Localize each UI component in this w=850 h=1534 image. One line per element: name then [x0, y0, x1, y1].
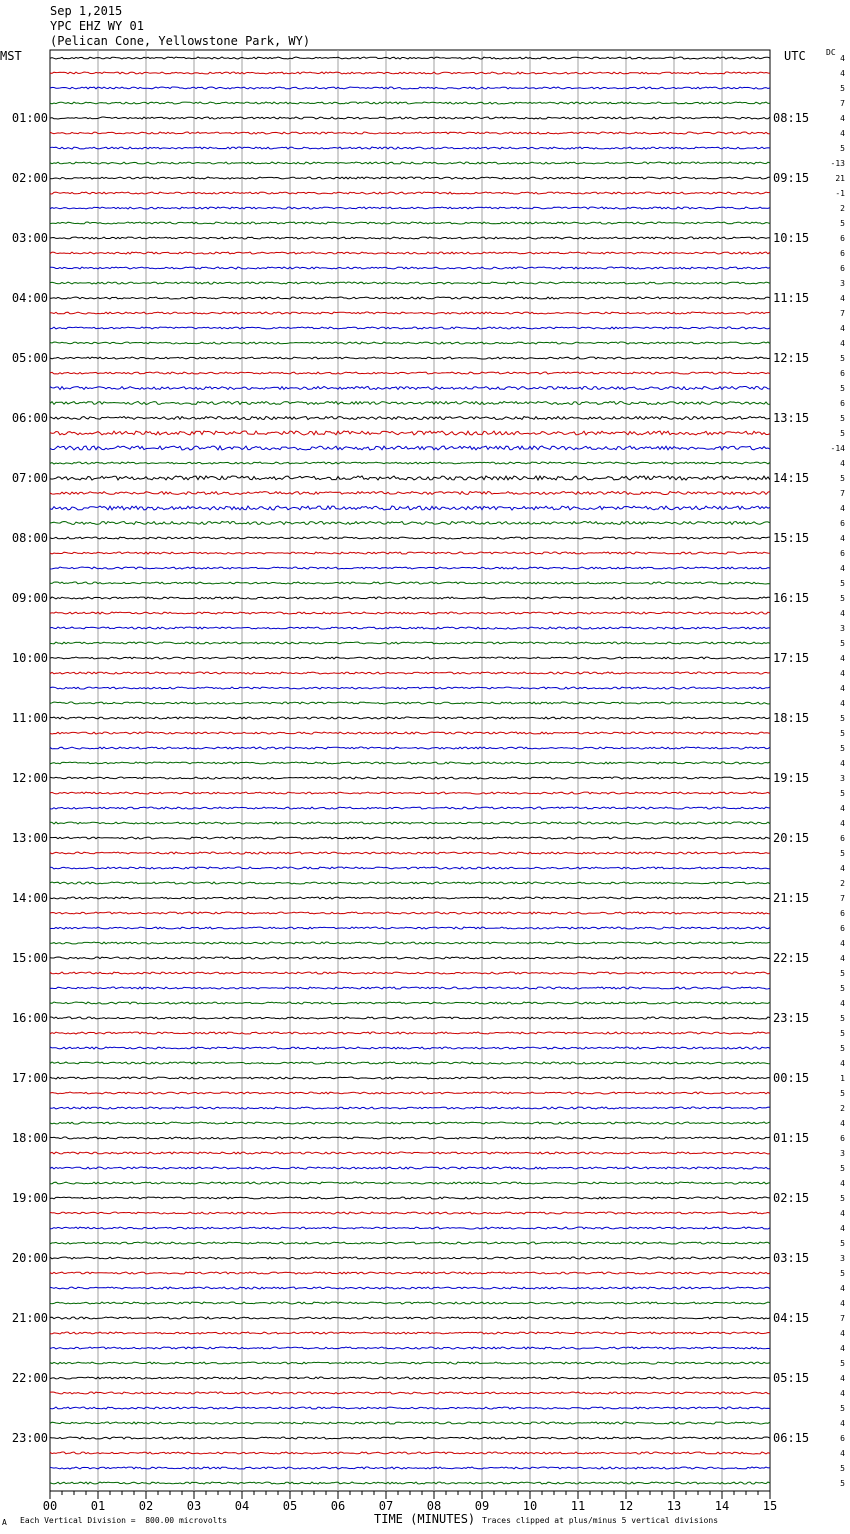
right-hour-label: 23:15	[773, 1011, 810, 1025]
dc-offset-value: 5	[840, 1464, 845, 1473]
dc-offset-value: 4	[840, 1209, 845, 1218]
dc-offset-value: 2	[840, 1104, 845, 1113]
trace-row	[50, 867, 770, 869]
trace-row	[50, 702, 770, 704]
dc-offset-value: 5	[840, 1089, 845, 1098]
trace-row	[50, 912, 770, 914]
dc-offset-value: 4	[840, 1389, 845, 1398]
right-hour-label: 10:15	[773, 231, 810, 245]
footer-marker: A	[2, 1518, 7, 1527]
trace-row	[50, 1362, 770, 1364]
dc-offset-value: 6	[840, 834, 845, 843]
dc-offset-value: 7	[840, 309, 845, 318]
x-tick-label: 06	[330, 1499, 346, 1513]
trace-row	[50, 1302, 770, 1304]
trace-row	[50, 642, 770, 644]
trace-row	[50, 927, 770, 929]
dc-offset-value: 7	[840, 894, 845, 903]
left-hour-label: 19:00	[11, 1191, 48, 1205]
trace-row	[50, 1182, 770, 1184]
trace-row	[50, 522, 770, 525]
dc-offset-value: 4	[840, 324, 845, 333]
dc-offset-value: 4	[840, 1059, 845, 1068]
dc-offset-value: 5	[840, 429, 845, 438]
trace-row	[50, 837, 770, 839]
trace-row	[50, 327, 770, 329]
dc-offset-value: 6	[840, 264, 845, 273]
trace-row	[50, 717, 770, 719]
dc-offset-value: 6	[840, 249, 845, 258]
right-hour-label: 08:15	[773, 111, 810, 125]
x-tick-label: 01	[90, 1499, 106, 1513]
dc-offset-value: 5	[840, 789, 845, 798]
trace-row	[50, 672, 770, 674]
trace-row	[50, 282, 770, 284]
dc-offset-value: 7	[840, 489, 845, 498]
dc-offset-value: 4	[840, 864, 845, 873]
trace-row	[50, 1242, 770, 1244]
dc-offset-value: 4	[840, 699, 845, 708]
trace-row	[50, 582, 770, 584]
trace-row	[50, 1002, 770, 1004]
trace-row	[50, 297, 770, 299]
left-hour-label: 18:00	[11, 1131, 48, 1145]
dc-offset-value: 4	[840, 54, 845, 63]
left-hour-label: 07:00	[11, 471, 48, 485]
left-hour-label: 03:00	[11, 231, 48, 245]
trace-row	[50, 446, 770, 450]
trace-row	[50, 312, 770, 314]
dc-offset-value: 4	[840, 1374, 845, 1383]
trace-row	[50, 1377, 770, 1379]
dc-offset-value: 4	[840, 69, 845, 78]
trace-row	[50, 987, 770, 989]
trace-row	[50, 237, 770, 239]
trace-row	[50, 1212, 770, 1214]
right-hour-label: 20:15	[773, 831, 810, 845]
trace-row	[50, 1152, 770, 1154]
trace-row	[50, 1017, 770, 1019]
trace-row	[50, 852, 770, 854]
x-tick-label: 13	[666, 1499, 682, 1513]
x-tick-label: 04	[234, 1499, 250, 1513]
dc-offset-value: 4	[840, 804, 845, 813]
dc-offset-value: 5	[840, 969, 845, 978]
x-tick-label: 12	[618, 1499, 634, 1513]
dc-offset-value: 6	[840, 519, 845, 528]
trace-row	[50, 627, 770, 629]
trace-row	[50, 552, 770, 554]
dc-offset-value: 4	[840, 294, 845, 303]
dc-offset-value: 4	[840, 1179, 845, 1188]
left-hour-label: 15:00	[11, 951, 48, 965]
dc-offset-value: 5	[840, 714, 845, 723]
trace-row	[50, 777, 770, 779]
dc-offset-value: 5	[840, 729, 845, 738]
trace-row	[50, 1467, 770, 1469]
dc-offset-value: 4	[840, 459, 845, 468]
dc-offset-value: 2	[840, 879, 845, 888]
dc-offset-value: 4	[840, 669, 845, 678]
dc-offset-value: 5	[840, 984, 845, 993]
x-axis-title: TIME (MINUTES)	[374, 1512, 476, 1526]
dc-offset-header: DC	[826, 48, 836, 57]
dc-offset-value: 5	[840, 1269, 845, 1278]
trace-row	[50, 162, 770, 164]
right-hour-label: 18:15	[773, 711, 810, 725]
station-code: YPC EHZ WY 01	[50, 19, 144, 33]
left-hour-label: 21:00	[11, 1311, 48, 1325]
x-tick-label: 09	[474, 1499, 490, 1513]
vertical-scale-note: Each Vertical Division = 800.00 microvolts	[20, 1516, 228, 1525]
left-hour-label: 10:00	[11, 651, 48, 665]
left-hour-label: 11:00	[11, 711, 48, 725]
trace-row	[50, 417, 770, 420]
trace-row	[50, 1062, 770, 1064]
x-tick-label: 14	[714, 1499, 730, 1513]
right-hour-label: 01:15	[773, 1131, 810, 1145]
trace-row	[50, 357, 770, 359]
dc-offset-value: 5	[840, 1194, 845, 1203]
dc-offset-value: -1	[835, 189, 845, 198]
trace-row	[50, 492, 770, 495]
left-hour-label: 02:00	[11, 171, 48, 185]
dc-offset-value: 4	[840, 504, 845, 513]
right-hour-label: 05:15	[773, 1371, 810, 1385]
trace-row	[50, 1272, 770, 1274]
right-hour-label: 21:15	[773, 891, 810, 905]
right-hour-label: 13:15	[773, 411, 810, 425]
right-hour-label: 22:15	[773, 951, 810, 965]
left-hour-label: 22:00	[11, 1371, 48, 1385]
trace-row	[50, 807, 770, 809]
clip-note: Traces clipped at plus/minus 5 vertical divisions	[482, 1516, 719, 1525]
left-hour-label: 13:00	[11, 831, 48, 845]
x-tick-label: 02	[138, 1499, 154, 1513]
trace-row	[50, 132, 770, 134]
trace-row	[50, 1437, 770, 1439]
trace-row	[50, 177, 770, 179]
dc-offset-value: 21	[835, 174, 845, 183]
trace-row	[50, 1422, 770, 1424]
trace-row	[50, 462, 770, 464]
trace-row	[50, 567, 770, 569]
dc-offset-value: 5	[840, 1014, 845, 1023]
dc-offset-value: 5	[840, 1239, 845, 1248]
dc-offset-value: 4	[840, 609, 845, 618]
dc-offset-value: 4	[840, 129, 845, 138]
trace-row	[50, 1317, 770, 1319]
dc-offset-value: 6	[840, 924, 845, 933]
trace-row	[50, 1122, 770, 1124]
dc-offset-value: 5	[840, 579, 845, 588]
dc-offset-value: 3	[840, 1149, 845, 1158]
trace-row	[50, 102, 770, 104]
trace-row	[50, 1392, 770, 1394]
dc-offset-value: 4	[840, 999, 845, 1008]
dc-offset-value: 4	[840, 534, 845, 543]
right-hour-label: 16:15	[773, 591, 810, 605]
trace-row	[50, 1452, 770, 1454]
trace-row	[50, 192, 770, 194]
trace-row	[50, 1197, 770, 1199]
dc-offset-value: 4	[840, 759, 845, 768]
dc-offset-value: 4	[840, 1299, 845, 1308]
trace-row	[50, 476, 770, 480]
right-hour-label: 09:15	[773, 171, 810, 185]
left-hour-label: 20:00	[11, 1251, 48, 1265]
trace-row	[50, 72, 770, 74]
trace-row	[50, 972, 770, 974]
dc-offset-value: 5	[840, 144, 845, 153]
trace-row	[50, 897, 770, 899]
station-location: (Pelican Cone, Yellowstone Park, WY)	[50, 34, 311, 48]
trace-row	[50, 597, 770, 599]
dc-offset-value: 4	[840, 1284, 845, 1293]
right-hour-label: 02:15	[773, 1191, 810, 1205]
left-hour-label: 14:00	[11, 891, 48, 905]
trace-row	[50, 1287, 770, 1289]
dc-offset-value: 4	[840, 654, 845, 663]
left-hour-label: 08:00	[11, 531, 48, 545]
dc-offset-value: 5	[840, 219, 845, 228]
x-tick-label: 11	[570, 1499, 586, 1513]
dc-offset-value: 4	[840, 1329, 845, 1338]
trace-row	[50, 762, 770, 764]
dc-offset-value: 5	[840, 594, 845, 603]
dc-offset-value: 5	[840, 354, 845, 363]
right-hour-label: 00:15	[773, 1071, 810, 1085]
x-tick-label: 15	[762, 1499, 778, 1513]
trace-row	[50, 1137, 770, 1139]
trace-row	[50, 612, 770, 614]
dc-offset-value: 4	[840, 1224, 845, 1233]
right-hour-label: 11:15	[773, 291, 810, 305]
dc-offset-value: 3	[840, 774, 845, 783]
trace-row	[50, 117, 770, 119]
dc-offset-value: 5	[840, 414, 845, 423]
dc-offset-value: 5	[840, 1029, 845, 1038]
dc-offset-value: 4	[840, 939, 845, 948]
dc-offset-value: 4	[840, 684, 845, 693]
trace-row	[50, 1077, 770, 1079]
dc-offset-value: 3	[840, 624, 845, 633]
right-timezone-label: UTC	[784, 49, 806, 63]
trace-row	[50, 1482, 770, 1484]
trace-row	[50, 1047, 770, 1049]
right-hour-label: 04:15	[773, 1311, 810, 1325]
trace-row	[50, 147, 770, 149]
right-hour-label: 15:15	[773, 531, 810, 545]
dc-offset-value: 4	[840, 1419, 845, 1428]
x-tick-label: 00	[42, 1499, 58, 1513]
dc-offset-value: 4	[840, 114, 845, 123]
trace-row	[50, 387, 770, 390]
plot-frame	[50, 50, 770, 1491]
dc-offset-value: 7	[840, 1314, 845, 1323]
trace-row	[50, 882, 770, 884]
dc-offset-value: 5	[840, 1359, 845, 1368]
dc-offset-value: 4	[840, 1119, 845, 1128]
left-hour-label: 05:00	[11, 351, 48, 365]
x-tick-label: 10	[522, 1499, 538, 1513]
trace-row	[50, 267, 770, 269]
record-date: Sep 1,2015	[50, 4, 123, 18]
trace-row	[50, 57, 770, 59]
dc-offset-value: 6	[840, 399, 845, 408]
trace-row	[50, 537, 770, 539]
dc-offset-value: 5	[840, 744, 845, 753]
trace-row	[50, 1092, 770, 1094]
dc-offset-value: 4	[840, 954, 845, 963]
dc-offset-value: 6	[840, 369, 845, 378]
right-hour-label: 03:15	[773, 1251, 810, 1265]
dc-offset-value: 5	[840, 1479, 845, 1488]
dc-offset-value: 6	[840, 234, 845, 243]
dc-offset-value: 3	[840, 1254, 845, 1263]
trace-row	[50, 1407, 770, 1409]
left-hour-label: 09:00	[11, 591, 48, 605]
right-hour-label: 12:15	[773, 351, 810, 365]
trace-row	[50, 342, 770, 344]
right-hour-label: 14:15	[773, 471, 810, 485]
dc-offset-value: 5	[840, 384, 845, 393]
trace-row	[50, 402, 770, 405]
dc-offset-value: -14	[830, 444, 845, 453]
left-hour-label: 17:00	[11, 1071, 48, 1085]
dc-offset-value: 4	[840, 339, 845, 348]
left-hour-label: 16:00	[11, 1011, 48, 1025]
dc-offset-value: 5	[840, 84, 845, 93]
right-hour-label: 19:15	[773, 771, 810, 785]
trace-row	[50, 222, 770, 224]
x-tick-label: 03	[186, 1499, 202, 1513]
dc-offset-value: 1	[840, 1074, 845, 1083]
trace-row	[50, 87, 770, 89]
trace-row	[50, 657, 770, 659]
trace-row	[50, 1227, 770, 1229]
left-hour-label: 01:00	[11, 111, 48, 125]
trace-row	[50, 687, 770, 689]
dc-offset-value: 6	[840, 549, 845, 558]
dc-offset-value: 4	[840, 1449, 845, 1458]
right-hour-label: 06:15	[773, 1431, 810, 1445]
dc-offset-value: 4	[840, 819, 845, 828]
dc-offset-value: 4	[840, 564, 845, 573]
trace-row	[50, 252, 770, 254]
trace-row	[50, 1167, 770, 1169]
trace-row	[50, 1332, 770, 1334]
dc-offset-value: 5	[840, 639, 845, 648]
trace-row	[50, 207, 770, 209]
x-tick-label: 05	[282, 1499, 298, 1513]
trace-row	[50, 732, 770, 734]
dc-offset-value: 6	[840, 1434, 845, 1443]
left-hour-label: 12:00	[11, 771, 48, 785]
trace-row	[50, 1032, 770, 1034]
dc-offset-value: 5	[840, 1164, 845, 1173]
dc-offset-value: 6	[840, 909, 845, 918]
dc-offset-value: 5	[840, 1404, 845, 1413]
trace-row	[50, 1257, 770, 1259]
left-hour-label: 04:00	[11, 291, 48, 305]
dc-offset-value: 2	[840, 204, 845, 213]
dc-offset-value: 4	[840, 1344, 845, 1353]
trace-row	[50, 957, 770, 959]
dc-offset-value: 6	[840, 1134, 845, 1143]
trace-row	[50, 822, 770, 824]
dc-offset-value: 3	[840, 279, 845, 288]
x-tick-label: 07	[378, 1499, 394, 1513]
x-tick-label: 08	[426, 1499, 442, 1513]
trace-row	[50, 1107, 770, 1109]
trace-row	[50, 747, 770, 749]
trace-row	[50, 372, 770, 374]
dc-offset-value: 5	[840, 1044, 845, 1053]
dc-offset-value: 5	[840, 474, 845, 483]
trace-row	[50, 792, 770, 794]
dc-offset-value: -13	[830, 159, 845, 168]
trace-row	[50, 506, 770, 510]
right-hour-label: 17:15	[773, 651, 810, 665]
left-timezone-label: MST	[0, 49, 22, 63]
dc-offset-value: 5	[840, 849, 845, 858]
dc-offset-value: 7	[840, 99, 845, 108]
trace-row	[50, 1347, 770, 1349]
trace-row	[50, 431, 770, 435]
trace-row	[50, 942, 770, 944]
left-hour-label: 23:00	[11, 1431, 48, 1445]
left-hour-label: 06:00	[11, 411, 48, 425]
